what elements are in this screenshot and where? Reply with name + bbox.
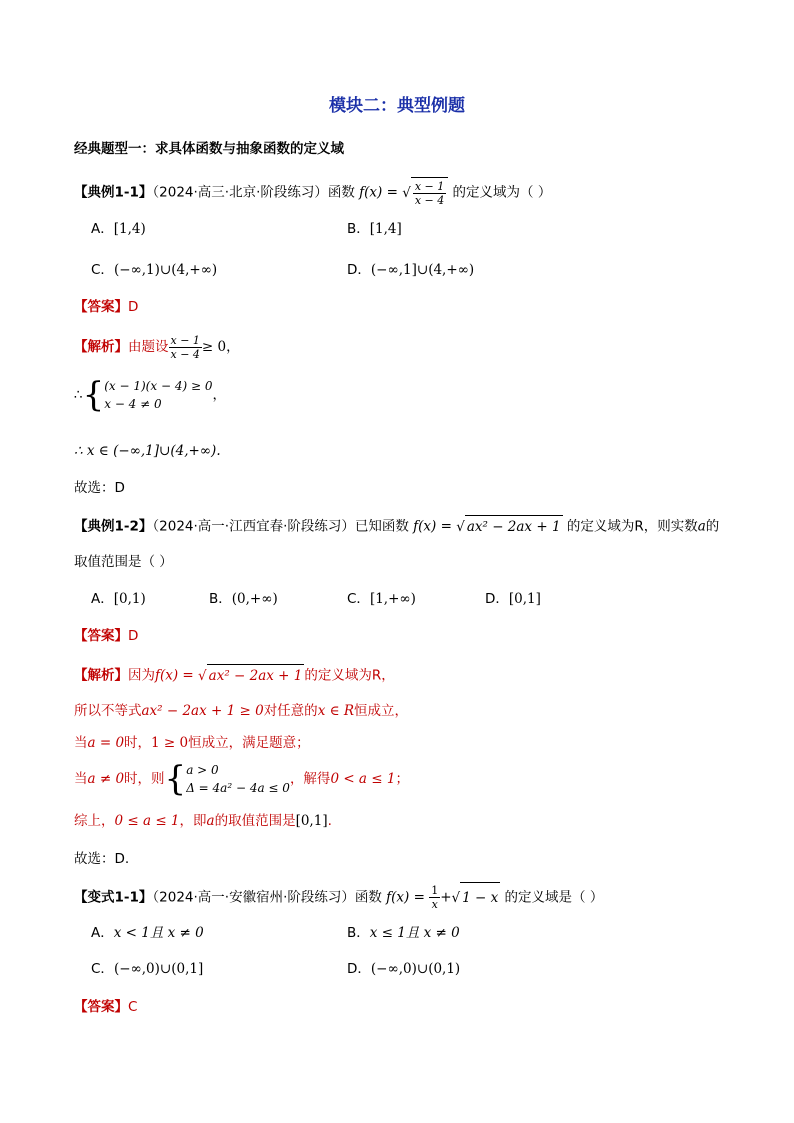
option-value: (−∞,1)∪(4,+∞) bbox=[113, 262, 218, 278]
option-a bbox=[91, 220, 146, 238]
option-label: D． bbox=[347, 961, 371, 977]
fraction-numerator: 1 bbox=[431, 884, 439, 897]
text: 恒成立，满足题意； bbox=[188, 735, 310, 751]
text: 当 bbox=[74, 771, 88, 787]
option-b bbox=[209, 590, 278, 608]
option-value: (−∞,0)∪(0,1) bbox=[370, 961, 461, 977]
brace-icon: { bbox=[82, 375, 105, 415]
option-d bbox=[485, 590, 541, 608]
option-label: A． bbox=[91, 221, 114, 237]
math: a = 0 bbox=[87, 735, 125, 751]
example-tag: 【典例1-1】 bbox=[74, 184, 153, 201]
option-a bbox=[91, 924, 204, 942]
section-heading: 经典题型一：求具体函数与抽象函数的定义域 bbox=[74, 141, 344, 157]
math: a bbox=[206, 813, 215, 829]
analysis-tag: 【解析】 bbox=[74, 339, 128, 355]
text: 综上， bbox=[74, 813, 115, 829]
function-expr: f(x) = bbox=[155, 667, 194, 684]
radicand: 1 − x bbox=[460, 882, 500, 913]
sqrt-expr: √ ax² − 2ax + 1 bbox=[456, 515, 562, 538]
option-b bbox=[347, 220, 402, 238]
answer-value: D bbox=[128, 628, 139, 644]
analysis-text: 由题设 bbox=[128, 339, 169, 355]
option-label: A． bbox=[91, 591, 114, 607]
text: ，解得 bbox=[289, 771, 331, 787]
choose-value: D bbox=[114, 480, 125, 496]
example-1-2-question bbox=[74, 515, 719, 538]
function-expr: f(x) = bbox=[386, 889, 425, 906]
function-expr: f(x) = bbox=[413, 518, 452, 535]
inequality: ≥ 0， bbox=[201, 339, 240, 355]
analysis-line-3 bbox=[74, 734, 310, 752]
option-c bbox=[91, 960, 203, 978]
answer-value: C bbox=[128, 999, 138, 1015]
system-line-2: x − 4 ≠ 0 bbox=[104, 397, 162, 411]
fraction-denominator: x bbox=[431, 898, 438, 911]
example-source: （2024·高一·安徽宿州·阶段练习）函数 bbox=[152, 889, 382, 906]
math: 0 ≤ a ≤ 1 bbox=[114, 813, 180, 829]
option-d bbox=[347, 960, 460, 978]
fraction-denominator: x − 4 bbox=[170, 347, 200, 361]
option-value: [1,4] bbox=[369, 221, 402, 237]
option-label: B． bbox=[347, 221, 370, 237]
sqrt-fraction: √ $\frac{x - 1}{x - 4}$ bbox=[402, 177, 448, 208]
text: ； bbox=[395, 771, 409, 787]
analysis-tail: 的定义域为R， bbox=[304, 667, 395, 684]
fraction-numerator: x − 1 bbox=[170, 333, 200, 347]
therefore-symbol: ∴ bbox=[74, 387, 83, 403]
option-label: B． bbox=[347, 925, 370, 941]
option-c bbox=[347, 590, 416, 608]
example-source: （2024·高三·北京·阶段练习）函数 bbox=[152, 184, 355, 201]
text: 所以不等式 bbox=[74, 703, 142, 719]
system-line-2: Δ = 4a² − 4a ≤ 0 bbox=[186, 781, 290, 795]
option-value: (0,+∞) bbox=[231, 591, 278, 607]
option-label: C． bbox=[91, 262, 114, 278]
answer-line bbox=[74, 298, 138, 316]
text: 对任意的 bbox=[263, 703, 318, 719]
math: 0 < a ≤ 1 bbox=[330, 771, 396, 787]
math: ax² − 2ax + 1 ≥ 0 bbox=[141, 703, 264, 719]
function-expr: f(x) = bbox=[359, 184, 398, 201]
option-b bbox=[347, 924, 460, 942]
choose-value: D. bbox=[114, 851, 130, 867]
option-value: (−∞,0)∪(0,1] bbox=[113, 961, 204, 977]
sqrt-expr: √ ax² − 2ax + 1 bbox=[198, 664, 304, 687]
analysis-line-1 bbox=[74, 332, 240, 362]
option-label: A． bbox=[91, 925, 114, 941]
option-value: [0,1) bbox=[113, 591, 146, 607]
text: 的取值范围是 bbox=[214, 813, 296, 829]
analysis-line-1 bbox=[74, 664, 395, 687]
variable-a: a bbox=[697, 518, 706, 535]
fraction-denominator: x − 4 bbox=[414, 193, 445, 207]
option-label: D． bbox=[347, 262, 371, 278]
text: 时，则 bbox=[124, 771, 165, 787]
option-a bbox=[91, 590, 146, 608]
option-label: D． bbox=[485, 591, 509, 607]
analysis-tag: 【解析】 bbox=[74, 667, 128, 684]
text: 时， bbox=[124, 735, 152, 751]
question-tail-2: 的 bbox=[705, 518, 720, 535]
text: . bbox=[327, 813, 332, 829]
option-value: [0,1] bbox=[508, 591, 541, 607]
text: 恒成立， bbox=[354, 703, 409, 719]
math: a ≠ 0 bbox=[87, 771, 125, 787]
example-1-1-question bbox=[74, 177, 551, 208]
system-line-1: (x − 1)(x − 4) ≥ 0 bbox=[104, 379, 213, 393]
analysis-system bbox=[74, 376, 226, 414]
brace-icon: { bbox=[164, 759, 187, 799]
option-c bbox=[91, 261, 217, 279]
system-line-1: a > 0 bbox=[186, 763, 219, 777]
question-tail: 的定义域是（ ） bbox=[504, 889, 604, 906]
answer-value: D bbox=[128, 299, 139, 315]
option-label: C． bbox=[91, 961, 114, 977]
option-d bbox=[347, 261, 474, 279]
example-source: （2024·高一·江西宜春·阶段练习）已知函数 bbox=[152, 518, 409, 535]
question-tail: 的定义域为R，则实数 bbox=[566, 518, 698, 535]
radicand: ax² − 2ax + 1 bbox=[465, 515, 563, 538]
text: ，即 bbox=[179, 813, 207, 829]
analysis-line-2 bbox=[74, 702, 408, 720]
answer-tag: 【答案】 bbox=[74, 999, 128, 1015]
option-value: (−∞,1]∪(4,+∞) bbox=[370, 262, 475, 278]
plus-sign: + bbox=[440, 889, 452, 906]
choose-label: 故选： bbox=[74, 480, 115, 496]
choose-line bbox=[74, 479, 125, 497]
question-tail: 的定义域为（ ） bbox=[452, 184, 552, 201]
sqrt-expr: √ 1 − x bbox=[452, 882, 501, 913]
math: x ∈ R bbox=[317, 703, 355, 719]
analysis-line-4 bbox=[74, 760, 409, 798]
variant-1-1-question bbox=[74, 882, 603, 913]
page-title: 模块二：典型例题 bbox=[329, 96, 465, 116]
math: [0,1] bbox=[295, 813, 328, 829]
answer-line bbox=[74, 627, 138, 645]
choose-line bbox=[74, 850, 129, 868]
answer-tag: 【答案】 bbox=[74, 299, 128, 315]
text: 当 bbox=[74, 735, 88, 751]
option-value: [1,4) bbox=[113, 221, 146, 237]
choose-label: 故选： bbox=[74, 851, 115, 867]
answer-tag: 【答案】 bbox=[74, 628, 128, 644]
analysis-line-5 bbox=[74, 812, 332, 830]
option-value: [1,+∞) bbox=[369, 591, 416, 607]
option-value: x < 1且 x ≠ 0 bbox=[113, 925, 204, 941]
answer-line bbox=[74, 998, 137, 1016]
option-label: B． bbox=[209, 591, 232, 607]
example-tag: 【典例1-2】 bbox=[74, 518, 153, 535]
option-value: x ≤ 1且 x ≠ 0 bbox=[369, 925, 460, 941]
analysis-text: 因为 bbox=[128, 667, 155, 684]
example-1-2-question-line2: 取值范围是（ ） bbox=[74, 554, 173, 570]
math: 1 ≥ 0 bbox=[151, 735, 189, 751]
example-tag: 【变式1-1】 bbox=[74, 889, 153, 906]
radicand: ax² − 2ax + 1 bbox=[207, 664, 305, 687]
fraction-numerator: x − 1 bbox=[414, 179, 445, 193]
option-label: C． bbox=[347, 591, 370, 607]
comma: ， bbox=[212, 387, 226, 403]
analysis-result: ∴ x ∈ (−∞,1]∪(4,+∞). bbox=[74, 443, 221, 459]
